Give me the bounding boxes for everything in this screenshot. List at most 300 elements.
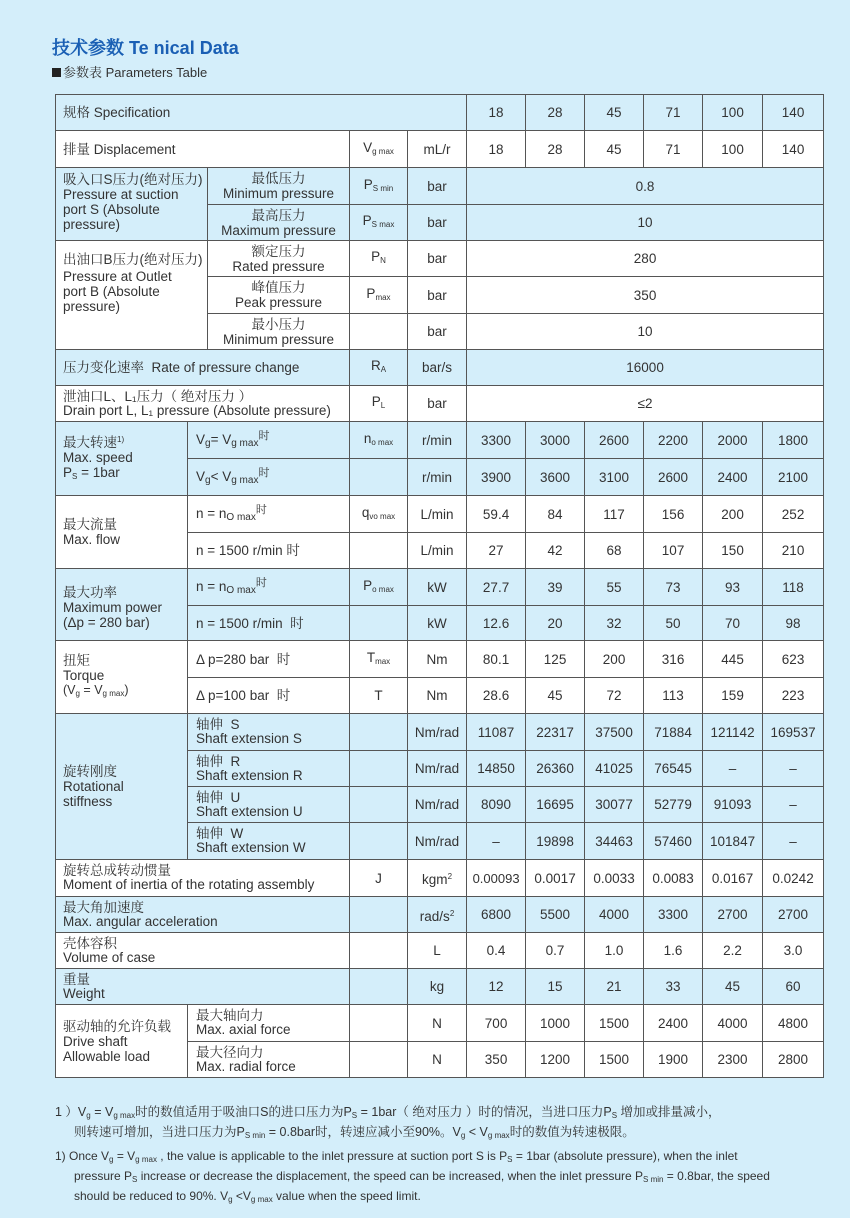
sub-label-en: Maximum pressure [221, 222, 336, 238]
group-label-cond: (Δp = 280 bar) [63, 615, 150, 630]
note-text: = 1bar（ 绝对压力 ）时的情况，当进口压力P [357, 1105, 612, 1119]
value-cell: 1500 [585, 1005, 644, 1042]
row-label-cn: 壳体容积 [63, 935, 117, 951]
value-cell: 1200 [526, 1042, 585, 1078]
unit-cell: Nm/rad [408, 751, 467, 787]
size-cell: 18 [467, 95, 526, 131]
unit-cell: r/min [408, 459, 467, 496]
value-cell: 1.6 [644, 933, 703, 969]
row-label-cn: 重量 [63, 971, 90, 987]
unit-cell: N [408, 1005, 467, 1042]
value-cell: 41025 [585, 751, 644, 787]
value-cell: 45 [703, 969, 763, 1005]
value-cell: 3300 [644, 897, 703, 933]
value-cell: 76545 [644, 751, 703, 787]
symbol-main: n [363, 430, 372, 446]
cond-sub: S [72, 472, 78, 481]
cond-a: (V [63, 683, 76, 697]
symbol-cell [350, 787, 408, 823]
unit-sup: 2 [449, 908, 455, 918]
sub-label [188, 1005, 350, 1042]
symbol-main: T [366, 649, 376, 665]
cond-rest: = 1bar [77, 465, 120, 480]
symbol-cell [350, 422, 408, 459]
max-speed-group-label [56, 422, 188, 496]
group-label-line: port S (Absolute [63, 202, 160, 217]
value-cell: 15 [526, 969, 585, 1005]
group-label-cn: 最大功率 [63, 585, 117, 600]
symbol-cell [350, 606, 408, 641]
value-cell: 45 [585, 131, 644, 168]
symbol-sub: S min [372, 183, 394, 193]
sub-label [188, 823, 350, 860]
section-subtitle [52, 62, 207, 81]
value-cell: 3900 [467, 459, 526, 496]
symbol-cell [350, 897, 408, 933]
note-text: pressure P [74, 1169, 133, 1183]
value-cell: 28.6 [467, 678, 526, 714]
symbol-cell [350, 823, 408, 860]
value-cell: 2100 [763, 459, 824, 496]
unit-cell [408, 897, 467, 933]
value-cell: 0.0167 [703, 860, 763, 897]
cond-a: V [196, 469, 206, 484]
value-cell: 1500 [585, 1042, 644, 1078]
sub-label-en: Minimum pressure [222, 186, 335, 201]
value-cell: 57460 [644, 823, 703, 860]
row-label-en: Max. angular acceleration [63, 913, 218, 929]
footnote-cn-line1 [55, 1104, 835, 1124]
sub-label-en: Shaft extension W [196, 840, 306, 855]
note-text: increase or decrease the displacement, the speed can be increased, when the inlet pressure P [137, 1169, 644, 1183]
symbol-main: V [363, 139, 373, 155]
group-label-cn: 旋转刚度 [63, 764, 117, 779]
value-cell: 10 [467, 205, 824, 241]
condition-cell: Δ p=280 bar 时 [188, 641, 350, 678]
value-cell: 2200 [644, 422, 703, 459]
unit-cell: kW [408, 606, 467, 641]
note-text: 增加或排量减小， [617, 1105, 721, 1119]
value-cell: 2700 [703, 897, 763, 933]
footnote-en-line2 [55, 1168, 835, 1188]
symbol-sub: max [375, 656, 391, 666]
value-cell: 6800 [467, 897, 526, 933]
condition-cell: n = 1500 r/min 时 [188, 606, 350, 641]
row-label-cn: 最大角加速度 [63, 899, 144, 915]
table-row-max-power-1 [56, 569, 824, 606]
footnote-ref: 1) [117, 435, 125, 444]
table-row-weight [56, 969, 824, 1005]
symbol-cell [350, 241, 408, 277]
value-cell: 101847 [703, 823, 763, 860]
note-text: = 0.8bar, the speed [663, 1169, 770, 1183]
cond-main: n = n [196, 506, 227, 521]
unit-cell [408, 860, 467, 897]
value-cell: 8090 [467, 787, 526, 823]
cond-c: 时 [255, 577, 267, 589]
unit-cell: N [408, 1042, 467, 1078]
value-cell: 150 [703, 533, 763, 569]
table-row-rate [56, 350, 824, 386]
cond-c: 时 [258, 430, 270, 442]
sub-label-cn: 最小压力 [251, 316, 306, 332]
table-row-max-flow-1 [56, 496, 824, 533]
note-sub: g [460, 1131, 466, 1140]
symbol-main: P [371, 394, 381, 409]
sub-label [188, 751, 350, 787]
group-label-cn: 最大流量 [63, 517, 117, 532]
value-cell: 200 [585, 641, 644, 678]
sub-label-en: Max. axial force [196, 1022, 291, 1037]
value-cell: 59.4 [467, 496, 526, 533]
note-text: should be reduced to 90%. V [74, 1189, 229, 1203]
value-cell: 1800 [763, 422, 824, 459]
sub-label [208, 205, 350, 241]
table-row-suction-min [56, 168, 824, 205]
group-label-line [63, 432, 187, 450]
symbol-main: P [366, 285, 376, 301]
symbol-cell [350, 641, 408, 678]
value-cell: 12.6 [467, 606, 526, 641]
symbol-main: P [362, 213, 372, 228]
value-cell: – [763, 751, 824, 787]
value-cell: 30077 [585, 787, 644, 823]
value-cell: 27.7 [467, 569, 526, 606]
symbol-sub: max [375, 292, 391, 302]
sub-label [208, 241, 350, 277]
unit-cell: L/min [408, 496, 467, 533]
unit-main: rad/s [419, 908, 450, 924]
value-cell: 169537 [763, 714, 824, 751]
sub-label-cn: 轴伸 U [196, 789, 241, 805]
value-cell: 22317 [526, 714, 585, 751]
value-cell: 350 [467, 1042, 526, 1078]
symbol-main: T [374, 688, 383, 703]
row-label [56, 386, 350, 422]
note-text: = 0.8bar时，转速应减小至90%。V [265, 1125, 461, 1139]
note-sub: g max [487, 1131, 510, 1140]
unit-cell: Nm/rad [408, 714, 467, 751]
value-cell: 16000 [467, 350, 824, 386]
value-cell: 98 [763, 606, 824, 641]
sub-label [188, 787, 350, 823]
symbol-sub: L [380, 401, 386, 410]
unit-cell: L/min [408, 533, 467, 569]
table-row-outlet-rated [56, 241, 824, 277]
group-label-line: 吸入口S压力(绝对压力) [63, 172, 203, 187]
value-cell: – [703, 751, 763, 787]
sub-label-en: Max. radial force [196, 1058, 296, 1074]
value-cell: – [763, 787, 824, 823]
condition-cell [188, 496, 350, 533]
value-cell: 27 [467, 533, 526, 569]
symbol-cell [350, 1042, 408, 1078]
note-sub: g max [250, 1195, 273, 1204]
group-label-cn: 最大转速 [63, 435, 117, 450]
row-label: 排量 Displacement [56, 131, 350, 168]
value-cell: ≤2 [467, 386, 824, 422]
note-sub: S min [643, 1175, 664, 1184]
footnotes [55, 1104, 835, 1208]
symbol-main: q [361, 504, 370, 520]
note-text: , the value is applicable to the inlet pressure at suction port S is P [156, 1149, 508, 1163]
value-cell: 3100 [585, 459, 644, 496]
value-cell: 280 [467, 241, 824, 277]
group-label-line: pressure) [63, 217, 121, 232]
value-cell: 107 [644, 533, 703, 569]
symbol-cell [350, 350, 408, 386]
note-text: = V [113, 1149, 136, 1163]
sub-label-en: Minimum pressure [222, 331, 335, 347]
sub-label-cn: 轴伸 S [196, 717, 240, 732]
unit-cell: Nm [408, 641, 467, 678]
value-cell: 0.4 [467, 933, 526, 969]
condition-cell [188, 569, 350, 606]
stiffness-group-label [56, 714, 188, 860]
row-label-en: Moment of inertia of the rotating assembly [63, 877, 315, 892]
value-cell: 28 [526, 131, 585, 168]
value-cell: 93 [703, 569, 763, 606]
note-text: 1) Once V [55, 1149, 110, 1163]
footnote-en-line1 [55, 1148, 835, 1168]
suction-group-label [56, 168, 208, 241]
symbol-cell [350, 533, 408, 569]
group-label-line: 出油口B压力(绝对压力) [63, 252, 203, 267]
value-cell: 20 [526, 606, 585, 641]
note-text: = V [90, 1105, 114, 1119]
value-cell: 2400 [703, 459, 763, 496]
table-row-displacement [56, 131, 824, 168]
value-cell: 37500 [585, 714, 644, 751]
value-cell: 0.0083 [644, 860, 703, 897]
value-cell: 700 [467, 1005, 526, 1042]
value-cell: 52779 [644, 787, 703, 823]
condition-cell [188, 459, 350, 496]
table-row-max-speed-1 [56, 422, 824, 459]
value-cell: 71884 [644, 714, 703, 751]
cond-main: P [63, 465, 73, 480]
row-label-en: Volume of case [63, 949, 156, 965]
value-cell: 2700 [763, 897, 824, 933]
row-label [56, 969, 350, 1005]
group-label-cond [63, 683, 187, 701]
max-flow-group-label [56, 496, 188, 569]
cond-b: = V [210, 432, 232, 447]
note-sub: S [611, 1111, 618, 1120]
group-label-line: Pressure at Outlet [63, 269, 172, 284]
value-cell: 10 [467, 314, 824, 350]
table-row-drain [56, 386, 824, 422]
value-cell: 3300 [467, 422, 526, 459]
cond-c: 时 [258, 467, 270, 479]
note-sub: S [507, 1155, 513, 1164]
value-cell: 26360 [526, 751, 585, 787]
value-cell: 2000 [703, 422, 763, 459]
value-cell: 73 [644, 569, 703, 606]
symbol-cell [350, 205, 408, 241]
value-cell: 34463 [585, 823, 644, 860]
page-title: 技术参数 Te nical Data [52, 38, 239, 58]
value-cell: 2800 [763, 1042, 824, 1078]
value-cell: 11087 [467, 714, 526, 751]
value-cell: 71 [644, 131, 703, 168]
note-sub: S min [244, 1131, 266, 1140]
value-cell: 12 [467, 969, 526, 1005]
value-cell: 140 [763, 131, 824, 168]
symbol-cell [350, 496, 408, 533]
group-label-cn: 扭矩 [63, 653, 90, 668]
sub-label-cn: 峰值压力 [251, 280, 306, 295]
unit-cell: Nm [408, 678, 467, 714]
unit-cell: Nm/rad [408, 787, 467, 823]
symbol-cell [350, 131, 408, 168]
unit-cell: kg [408, 969, 467, 1005]
value-cell: 33 [644, 969, 703, 1005]
cond-b: < V [210, 469, 232, 484]
outlet-group-label [56, 241, 208, 350]
spec-label: 规格 Specification [56, 95, 467, 131]
value-cell: 445 [703, 641, 763, 678]
cond-a-sub: g [75, 689, 80, 698]
sub-label [188, 1042, 350, 1078]
value-cell: 18 [467, 131, 526, 168]
unit-main: kgm [422, 872, 448, 887]
sub-label-cn: 轴伸 R [196, 753, 241, 769]
value-cell: 3000 [526, 422, 585, 459]
group-label-line: pressure) [63, 299, 121, 314]
row-label [56, 897, 350, 933]
value-cell: 60 [763, 969, 824, 1005]
row-label-en: Weight [63, 985, 105, 1001]
symbol-cell [350, 277, 408, 314]
note-text: 时的数值为转速极限。 [509, 1125, 635, 1139]
value-cell: 1900 [644, 1042, 703, 1078]
condition-cell: n = 1500 r/min 时 [188, 533, 350, 569]
value-cell: 2600 [644, 459, 703, 496]
drive-shaft-group-label [56, 1005, 188, 1078]
unit-cell: mL/r [408, 131, 467, 168]
group-label-cond [63, 465, 187, 484]
sub-label [208, 314, 350, 350]
group-label-line: port B (Absolute [63, 284, 160, 299]
value-cell: 5500 [526, 897, 585, 933]
value-cell: 91093 [703, 787, 763, 823]
sub-label [188, 714, 350, 751]
cond-a: V [196, 432, 206, 447]
table-row-volume [56, 933, 824, 969]
note-text: <V [232, 1189, 251, 1203]
note-sub: S [351, 1111, 358, 1120]
torque-group-label [56, 641, 188, 714]
value-cell: 80.1 [467, 641, 526, 678]
group-label-en: Torque [63, 668, 105, 683]
sub-label [208, 168, 350, 205]
note-sub: g [109, 1155, 114, 1164]
symbol-cell [350, 459, 408, 496]
unit-cell: bar [408, 205, 467, 241]
cond-c: 时 [255, 504, 267, 516]
group-label-line: Pressure at suction [63, 187, 179, 202]
footnote-en-line3 [55, 1188, 835, 1208]
cond-b-sub: g max [231, 438, 259, 449]
value-cell: 70 [703, 606, 763, 641]
sub-label-en: Peak pressure [234, 295, 323, 310]
row-label [56, 933, 350, 969]
value-cell: 100 [703, 131, 763, 168]
sub-label-cn: 最低压力 [251, 171, 306, 186]
value-cell: 2300 [703, 1042, 763, 1078]
value-cell: 21 [585, 969, 644, 1005]
note-text: < V [465, 1125, 488, 1139]
symbol-cell [350, 714, 408, 751]
symbol-sub: S max [371, 220, 395, 229]
note-sub: g [228, 1195, 233, 1204]
note-text: 时的数值适用于吸油口S的进口压力为P [135, 1105, 352, 1119]
value-cell: 156 [644, 496, 703, 533]
value-cell: 4800 [763, 1005, 824, 1042]
sub-label-en: Shaft extension U [196, 803, 303, 819]
sub-label-cn: 额定压力 [251, 243, 306, 259]
group-label-en: Rotational [63, 779, 124, 794]
parameters-table [55, 94, 824, 1078]
symbol-cell: J [350, 860, 408, 897]
value-cell: 118 [763, 569, 824, 606]
value-cell: 2600 [585, 422, 644, 459]
size-cell: 71 [644, 95, 703, 131]
unit-cell: bar [408, 386, 467, 422]
value-cell: 4000 [585, 897, 644, 933]
symbol-sub: vo max [369, 511, 396, 521]
subtitle-text: 参数表 Parameters Table [63, 65, 208, 80]
symbol-cell [350, 569, 408, 606]
value-cell: 84 [526, 496, 585, 533]
size-cell: 140 [763, 95, 824, 131]
symbol-cell [350, 314, 408, 350]
cond-b-sub: g max [102, 689, 125, 698]
value-cell: 1000 [526, 1005, 585, 1042]
value-cell: 39 [526, 569, 585, 606]
row-label-cn: 旋转总成转动惯量 [63, 863, 171, 878]
value-cell: 200 [703, 496, 763, 533]
size-cell: 100 [703, 95, 763, 131]
condition-cell [188, 422, 350, 459]
cond-a-sub: g [205, 475, 211, 486]
symbol-cell [350, 751, 408, 787]
value-cell: 4000 [703, 1005, 763, 1042]
symbol-main: R [370, 358, 381, 373]
note-text: = 1bar (absolute pressure), when the inlet [512, 1149, 738, 1163]
value-cell: 3600 [526, 459, 585, 496]
value-cell: 2400 [644, 1005, 703, 1042]
note-text: 1 ）V [55, 1105, 87, 1119]
sub-label-en: Shaft extension R [196, 767, 303, 783]
symbol-main: P [363, 176, 373, 192]
symbol-sub: o max [372, 584, 394, 594]
note-text: value when the speed limit. [272, 1189, 421, 1203]
value-cell: 0.0242 [763, 860, 824, 897]
value-cell: 210 [763, 533, 824, 569]
symbol-sub: N [380, 256, 386, 265]
sub-label-en: Shaft extension S [196, 731, 302, 746]
value-cell: 316 [644, 641, 703, 678]
unit-cell: kW [408, 569, 467, 606]
value-cell: 252 [763, 496, 824, 533]
note-sub: g max [113, 1111, 136, 1120]
value-cell: 0.00093 [467, 860, 526, 897]
square-bullet-icon [52, 68, 61, 77]
group-label-en: Max. flow [63, 532, 121, 547]
value-cell: 0.0033 [585, 860, 644, 897]
